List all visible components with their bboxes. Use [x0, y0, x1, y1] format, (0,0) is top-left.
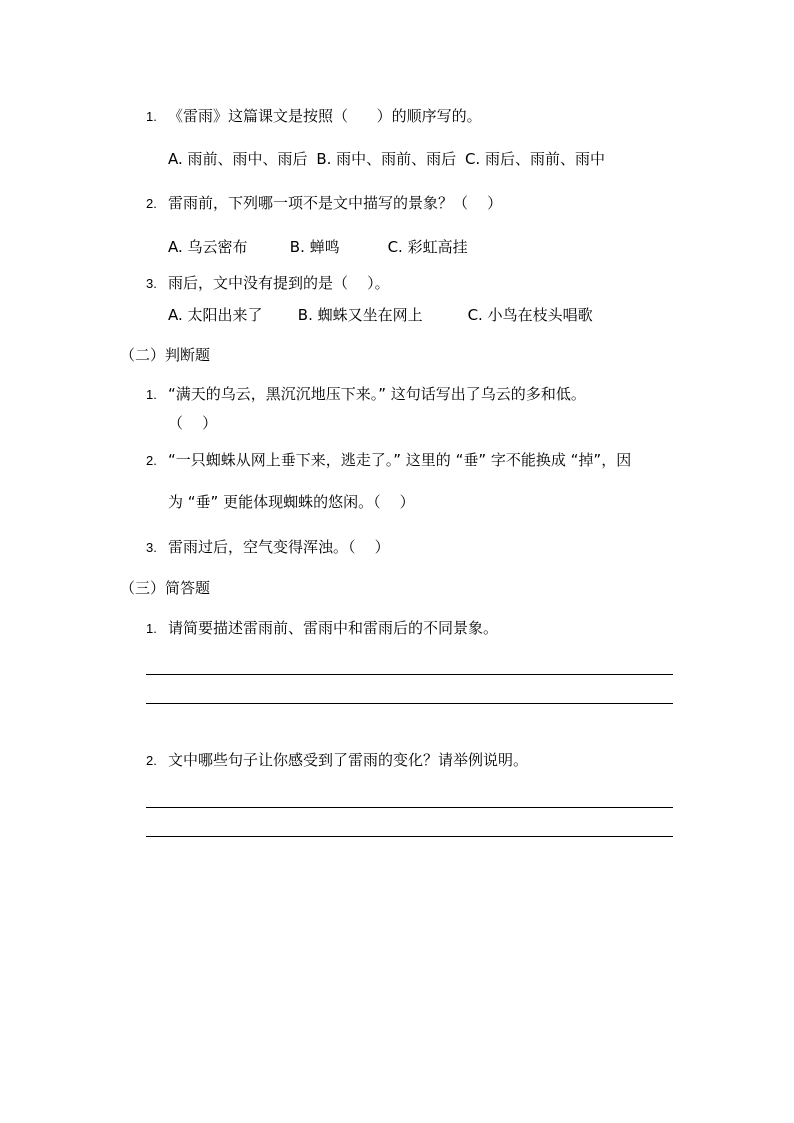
option-a: A. 雨前、雨中、雨后	[168, 150, 308, 168]
question-text: 文中哪些句子让你感受到了雷雨的变化？请举例说明。	[168, 751, 529, 769]
section-title: （二）判断题	[120, 346, 211, 364]
option-c: C. 雨后、雨前、雨中	[464, 150, 605, 168]
option-c: C. 彩虹高挂	[387, 238, 468, 256]
option-a: A. 乌云密布	[168, 238, 248, 256]
question-text: 雷雨过后，空气变得浑浊。（ ）	[168, 538, 390, 556]
option-c: C. 小鸟在枝头唱歌	[467, 306, 593, 324]
answer-line[interactable]	[146, 703, 673, 704]
question-number: 2.	[146, 453, 157, 468]
question-number: 2.	[146, 196, 157, 211]
option-a: A. 太阳出来了	[168, 306, 263, 324]
answer-line[interactable]	[146, 674, 673, 675]
options-row	[168, 149, 605, 169]
question-number: 1.	[146, 109, 157, 124]
question-number: 1.	[146, 387, 157, 402]
option-b: B. 雨中、雨前、雨后	[316, 150, 457, 168]
question-text: “满天的乌云，黑沉沉地压下来。” 这句话写出了乌云的多和低。	[168, 385, 586, 403]
question-text: 雷雨前，下列哪一项不是文中描写的景象？（ ）	[168, 194, 503, 212]
question-text-continued: 为 “垂” 更能体现蜘蛛的悠闲。（ ）	[168, 493, 415, 511]
question-number: 3.	[146, 276, 157, 291]
question-text: 《雷雨》这篇课文是按照（ ）的顺序写的。	[168, 107, 482, 125]
question-number: 1.	[146, 621, 157, 636]
question-text: 请简要描述雷雨前、雷雨中和雷雨后的不同景象。	[168, 619, 499, 637]
option-b: B. 蜘蛛又坐在网上	[297, 306, 423, 324]
section-title: （三）简答题	[120, 579, 211, 597]
answer-paren: （ ）	[168, 414, 218, 432]
question-text: 雨后，文中没有提到的是（ ）。	[168, 274, 390, 292]
options-row	[168, 237, 468, 257]
options-row	[168, 305, 593, 325]
question-text: “一只蜘蛛从网上垂下来，逃走了。” 这里的 “垂” 字不能换成 “掉”，因	[168, 451, 632, 469]
answer-line[interactable]	[146, 807, 673, 808]
option-b: B. 蝉鸣	[289, 238, 340, 256]
question-number: 2.	[146, 753, 157, 768]
question-number: 3.	[146, 540, 157, 555]
answer-line[interactable]	[146, 836, 673, 837]
